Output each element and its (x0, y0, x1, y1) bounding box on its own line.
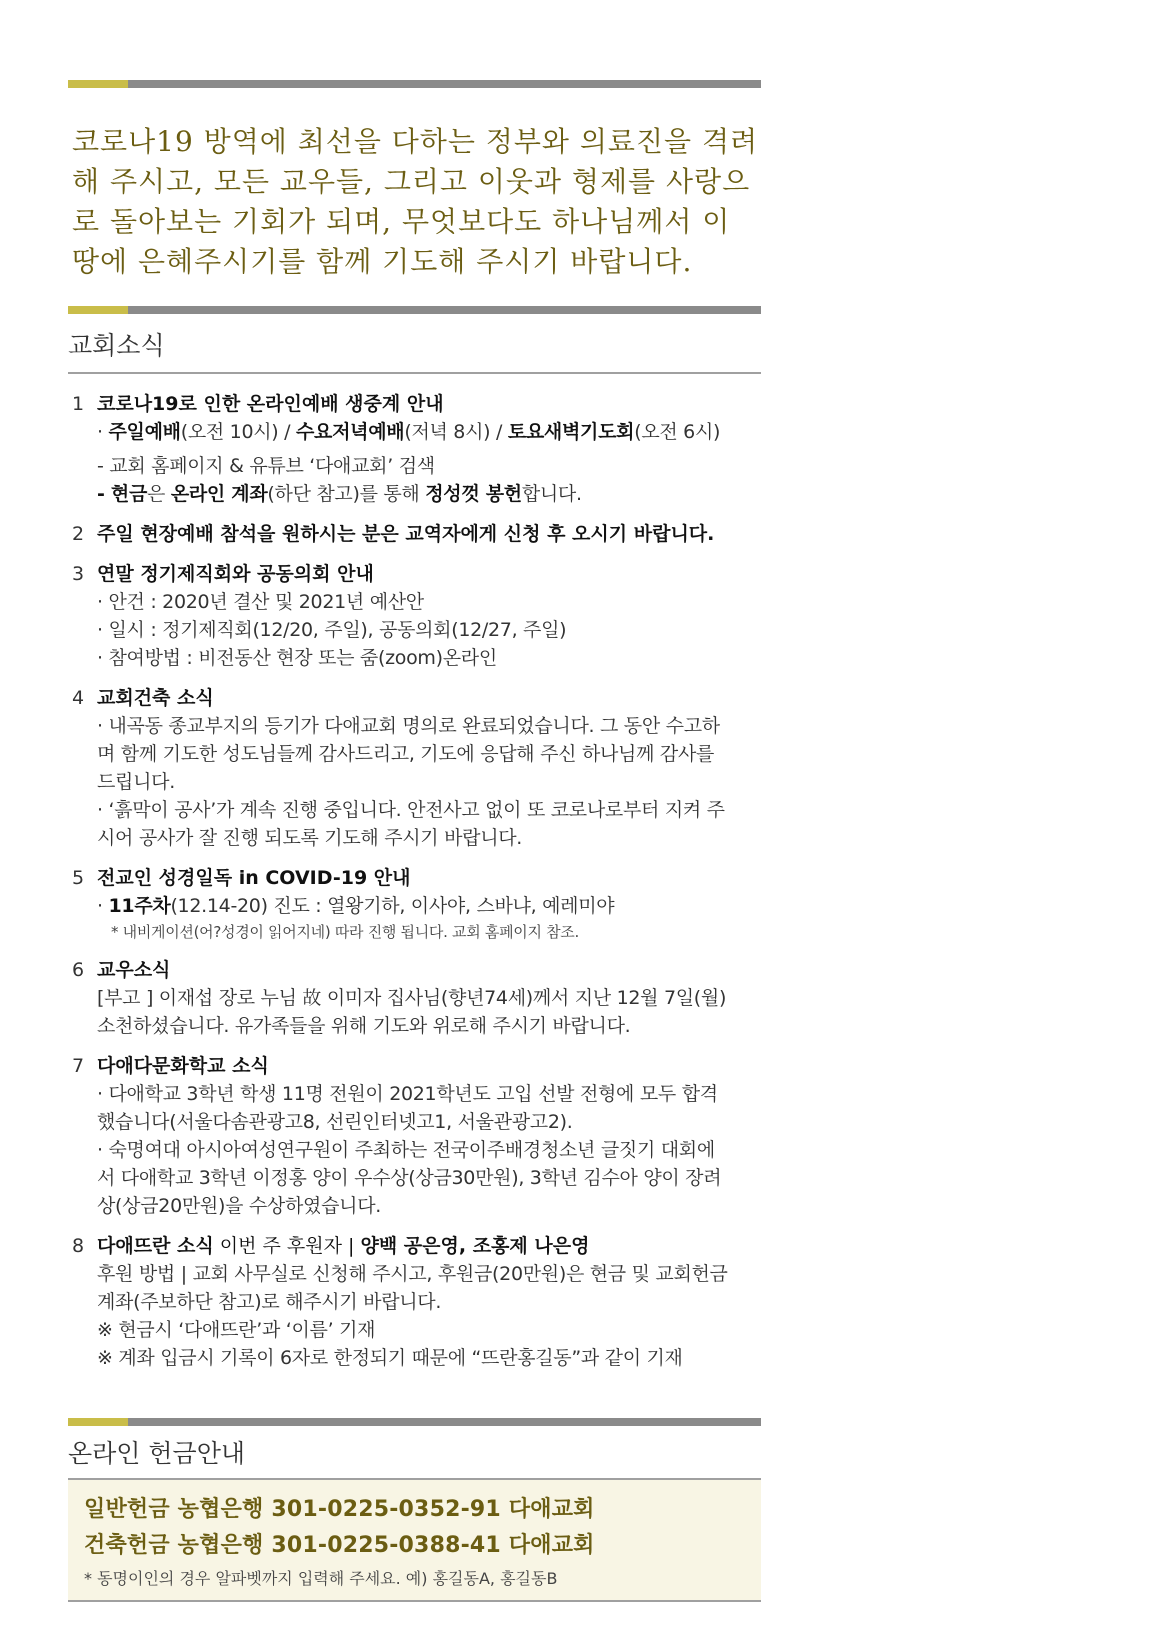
news-item-line: - 교회 홈페이지 & 유튜브 ‘다애교회’ 검색 (97, 455, 435, 477)
divider-accent (68, 306, 128, 314)
news-item-line: 시어 공사가 잘 진행 되도록 기도해 주시기 바랍니다. (97, 827, 523, 849)
news-item-line: ※ 현금시 ‘다애뜨란’과 ‘이름’ 기재 (97, 1319, 376, 1341)
general-offering-account: 일반헌금 농협은행 301-0225-0352-91 다애교회 (84, 1497, 595, 1522)
news-item-heading: 코로나19로 인한 온라인예배 생중계 안내 (97, 393, 444, 415)
news-title-rule (68, 372, 761, 374)
news-item-heading: 연말 정기제직회와 공동의회 안내 (97, 563, 374, 585)
news-item-line: · 11주차(12.14-20) 진도 : 열왕기하, 이사야, 스바냐, 예레미야 (97, 895, 615, 917)
news-item-line: 서 다애학교 3학년 이정홍 양이 우수상(상금30만원), 3학년 김수아 양이 장려 (97, 1167, 722, 1189)
news-item-heading: 다애뜨란 소식 이번 주 후원자 | 양백 공은영, 조홍제 나은영 (97, 1235, 590, 1257)
offering-divider-bar (68, 1418, 761, 1426)
offering-info-box (68, 1478, 761, 1602)
prayer-line: 로 돌아보는 기회가 되며, 무엇보다도 하나님께서 이 (72, 205, 731, 238)
news-item (72, 520, 772, 548)
divider-accent (68, 80, 128, 88)
news-section-title: 교회소식 (68, 331, 165, 360)
news-item (72, 684, 772, 852)
news-item-number: 6 (72, 959, 85, 981)
news-item (72, 560, 772, 672)
news-item-line: · 안건 : 2020년 결산 및 2021년 예산안 (97, 591, 424, 613)
news-item-line: · ‘흙막이 공사’가 계속 진행 중입니다. 안전사고 없이 또 코로나로부터 지켜 주 (97, 799, 725, 821)
news-item-line: · 참여방법 : 비전동산 현장 또는 줌(zoom)온라인 (97, 647, 497, 669)
news-item-number: 3 (72, 563, 85, 585)
news-item-line: ※ 계좌 입금시 기록이 6자로 한정되기 때문에 “뜨란홍길동”과 같이 기재 (97, 1347, 683, 1369)
news-item-line: · 내곡동 종교부지의 등기가 다애교회 명의로 완료되었습니다. 그 동안 수고하 (97, 715, 720, 737)
offering-section-title: 온라인 헌금안내 (68, 1439, 245, 1468)
prayer-line: 땅에 은혜주시기를 함께 기도해 주시기 바랍니다. (72, 245, 693, 278)
news-item-heading: 교우소식 (97, 959, 171, 981)
news-item (72, 864, 772, 944)
news-item-heading: 주일 현장예배 참석을 원하시는 분은 교역자에게 신청 후 오시기 바랍니다. (97, 523, 715, 545)
news-item-line: 소천하셨습니다. 유가족들을 위해 기도와 위로해 주시기 바랍니다. (97, 1015, 631, 1037)
news-item-number: 7 (72, 1055, 85, 1077)
news-list (72, 390, 772, 1384)
news-item-line: · 숙명여대 아시아여성연구원이 주최하는 전국이주배경청소년 글짓기 대회에 (97, 1139, 715, 1161)
news-item-heading: 다애다문화학교 소식 (97, 1055, 269, 1077)
building-offering-account: 건축헌금 농협은행 301-0225-0388-41 다애교회 (84, 1533, 595, 1558)
news-item (72, 1052, 772, 1220)
news-item-heading: 전교인 성경일독 in COVID-19 안내 (97, 867, 411, 889)
news-item (72, 1232, 772, 1372)
news-item-line: 드립니다. (97, 771, 175, 793)
news-item-line: 후원 방법 | 교회 사무실로 신청해 주시고, 후원금(20만원)은 현금 및 교회헌금 (97, 1263, 728, 1285)
news-item (72, 956, 772, 1040)
top-divider-bar (68, 80, 761, 88)
news-item-number: 5 (72, 867, 85, 889)
news-divider-bar (68, 306, 761, 314)
news-item-line: · 다애학교 3학년 학생 11명 전원이 2021학년도 고입 선발 전형에 모두 합격 (97, 1083, 718, 1105)
news-item-line: 며 함께 기도한 성도님들께 감사드리고, 기도에 응답해 주신 하나님께 감사를 (97, 743, 715, 765)
news-item (72, 390, 772, 508)
news-item-line: [부고 ] 이재섭 장로 누님 故 이미자 집사님(향년74세)께서 지난 12월 7일(월) (97, 987, 727, 1009)
prayer-paragraph (72, 122, 772, 282)
news-item-heading: 교회건축 소식 (97, 687, 214, 709)
news-item-note: * 내비게이션(어?성경이 읽어지네) 따라 진행 됩니다. 교회 홈페이지 참조. (111, 923, 579, 941)
news-item-line: 했습니다(서울다솜관광고8, 선린인터넷고1, 서울관광고2). (97, 1111, 573, 1133)
news-item-line: 상(상금20만원)을 수상하였습니다. (97, 1195, 381, 1217)
divider-accent (68, 1418, 128, 1426)
news-item-number: 8 (72, 1235, 85, 1257)
news-item-number: 1 (72, 393, 85, 415)
news-item-line: 계좌(주보하단 참고)로 해주시기 바랍니다. (97, 1291, 442, 1313)
news-item-line: · 주일예배(오전 10시) / 수요저녁예배(저녁 8시) / 토요새벽기도회(오전 6시) (97, 421, 721, 443)
news-item-line: · 일시 : 정기제직회(12/20, 주일), 공동의회(12/27, 주일) (97, 619, 567, 641)
prayer-line: 해 주시고, 모든 교우들, 그리고 이웃과 형제를 사랑으 (72, 165, 751, 198)
news-item-number: 2 (72, 523, 85, 545)
news-item-line: - 현금은 온라인 계좌(하단 참고)를 통해 정성껏 봉헌합니다. (97, 483, 582, 505)
prayer-line: 코로나19 방역에 최선을 다하는 정부와 의료진을 격려 (72, 125, 759, 158)
offering-note: * 동명이인의 경우 알파벳까지 입력해 주세요. 예) 홍길동A, 홍길동B (84, 1569, 558, 1588)
news-item-number: 4 (72, 687, 85, 709)
